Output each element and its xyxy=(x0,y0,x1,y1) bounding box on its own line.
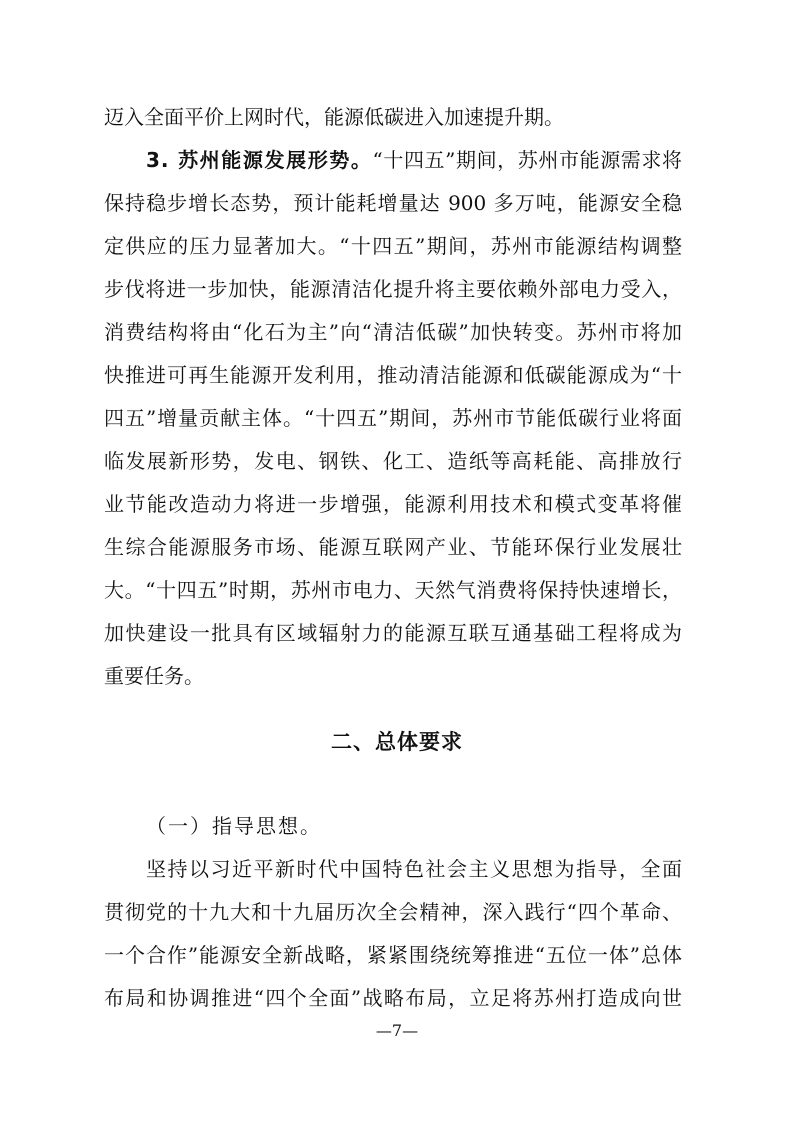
paragraph-line: 消费结构将由“化石为主”向“清洁低碳”加快转变。苏州市将加 xyxy=(104,320,682,344)
paragraph-line: 生综合能源服务市场、能源互联网产业、节能环保行业发展壮 xyxy=(104,535,682,559)
paragraph-line: 四五”增量贡献主体。“十四五”期间，苏州市节能低碳行业将面 xyxy=(104,406,682,430)
paragraph-line: 一个合作”能源安全新战略，紧紧围绕统筹推进“五位一体”总体 xyxy=(104,943,682,967)
section-3-lead-label: 3. 苏州能源发展形势。 xyxy=(146,148,373,172)
page-number: —7— xyxy=(375,1021,419,1040)
paragraph-line: 大。“十四五”时期，苏州市电力、天然气消费将保持快速增长， xyxy=(104,578,682,602)
paragraph-line: 快推进可再生能源开发利用，推动清洁能源和低碳能源成为“十 xyxy=(104,363,682,387)
paragraph-line-text: “十四五”期间，苏州市能源需求将 xyxy=(372,148,682,172)
subsection-heading: （一）指导思想。 xyxy=(146,814,322,838)
paragraph-line: 业节能改造动力将进一步增强，能源利用技术和模式变革将催 xyxy=(104,492,682,516)
paragraph-line: 坚持以习近平新时代中国特色社会主义思想为指导，全面 xyxy=(146,857,682,881)
paragraph-line: 保持稳步增长态势，预计能耗增量达 900 多万吨，能源安全稳 xyxy=(104,191,682,215)
section-3-first-line xyxy=(146,140,682,180)
paragraph-line: 加快建设一批具有区域辐射力的能源互联互通基础工程将成为 xyxy=(104,621,682,645)
paragraph-line: 步伐将进一步加快，能源清洁化提升将主要依赖外部电力受入， xyxy=(104,277,682,301)
paragraph-line: 定供应的压力显著加大。“十四五”期间，苏州市能源结构调整 xyxy=(104,234,682,258)
paragraph-line: 布局和协调推进“四个全面”战略布局，立足将苏州打造成向世 xyxy=(104,986,682,1010)
paragraph-line: 重要任务。 xyxy=(104,664,204,688)
paragraph-line: 贯彻党的十九大和十九届历次全会精神，深入践行“四个革命、 xyxy=(104,900,682,924)
paragraph-line: 迈入全面平价上网时代，能源低碳进入加速提升期。 xyxy=(104,105,564,129)
section-heading: 二、总体要求 xyxy=(331,730,463,754)
paragraph-line: 临发展新形势，发电、钢铁、化工、造纸等高耗能、高排放行 xyxy=(104,449,682,473)
